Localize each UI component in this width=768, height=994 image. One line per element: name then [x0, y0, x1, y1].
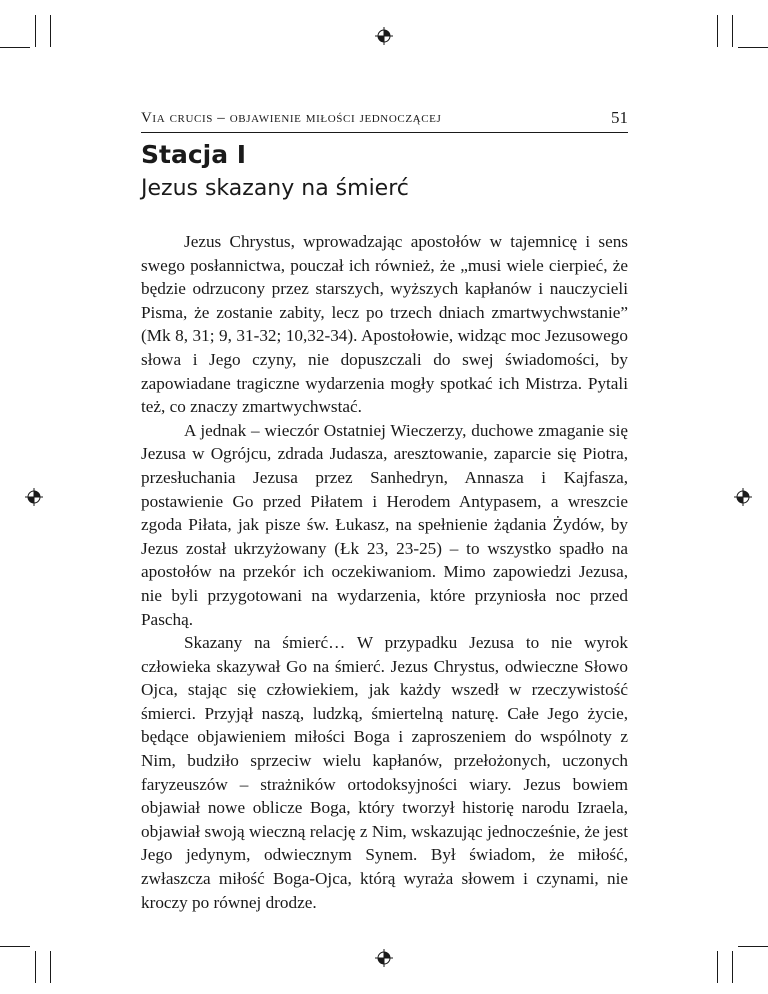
paragraph-2: A jednak – wieczór Ostatniej Wieczerzy, duchowe zmaganie się Jezusa w Ogrójcu, zdrada Judasza, aresztowanie, zaparcie się Piotra, przesłuchania Jezusa przez Sanhedryn, Annasza i Kajfasza, postawienie Go przed Piłatem i Herodem Antypasem, a wreszcie zgoda Piłata, jak pisze św. Łukasz, na spełnienie żądania Żydów, by Jezus został ukrzyżowany (Łk 23, 23-25) – to wszystko spadło na apostołów na przekór ich oczekiwaniom. Mimo zapowiedzi Jezusa, nie byli przygotowani na wydarzenia, które przyniosła noc przed Paschą. — [141, 420, 628, 629]
crop-mark-icon — [717, 15, 718, 47]
station-subtitle: Jezus skazany na śmierć — [141, 176, 409, 201]
crop-mark-icon — [0, 946, 30, 947]
crop-mark-icon — [35, 951, 36, 983]
paragraph-1: Jezus Chrystus, wprowadzając apostołów w tajemnicę i sens swego posłannictwa, pouczał ich również, że „musi wiele cierpieć, że będzie odrzucony przez starszych, wyższych kapłanów i nauczycieli Pisma, że zostanie zabity, lecz po trzech dniach zmartwychwstanie” (Mk 8, 31; 9, 31-32; 10,32-34). Apostołowie, widząc moc Jezusowego słowa i Jego czyny, nie dopuszczali do swej świadomości, by zapowiadane tragiczne wydarzenia mogły spotkać ich Mistrza. Pytali też, co znaczy zmartwychwstać. — [141, 232, 628, 417]
paragraph-3: Skazany na śmierć… W przypadku Jezusa to nie wyrok człowieka skazywał Go na śmierć. Jezus Chrystus, odwieczne Słowo Ojca, stając się człowiekiem, jak każdy wszedł w rzeczywistość śmierci. Przyjął naszą, ludzką, śmiertelną naturę. Całe Jego życie, będące objawieniem miłości Boga i zaproszeniem do wspólnoty z Nim, budziło sprzeciw wielu kapłanów, przełożonych, uczonych faryzeuszów – strażników ortodoksyjności wiary. Jezus bowiem objawiał nowe oblicze Boga, który tworzył historię narodu Izraela, objawiał swoją wieczną relację z Nim, wskazując jednocześnie, że jest Jego jedynym, odwiecznym Synem. Był świadom, że miłość, zwłaszcza miłość Boga-Ojca, którą wyraża słowem i czynami, nie kroczy po równej drodze. — [141, 633, 628, 912]
crop-mark-icon — [0, 47, 30, 48]
crop-mark-icon — [717, 951, 718, 983]
crop-mark-icon — [50, 951, 51, 983]
registration-mark-icon — [375, 949, 393, 967]
crop-mark-icon — [35, 15, 36, 47]
running-head — [141, 106, 628, 133]
running-head-title: Via crucis – objawienie miłości jednoczącej — [141, 110, 442, 126]
crop-mark-icon — [732, 951, 733, 983]
body-text — [141, 230, 628, 914]
registration-mark-icon — [375, 27, 393, 45]
station-title: Stacja I — [141, 140, 247, 169]
crop-mark-icon — [732, 15, 733, 47]
registration-mark-icon — [734, 488, 752, 506]
crop-mark-icon — [738, 946, 768, 947]
page-number: 51 — [611, 108, 628, 127]
crop-mark-icon — [738, 47, 768, 48]
registration-mark-icon — [25, 488, 43, 506]
crop-mark-icon — [50, 15, 51, 47]
